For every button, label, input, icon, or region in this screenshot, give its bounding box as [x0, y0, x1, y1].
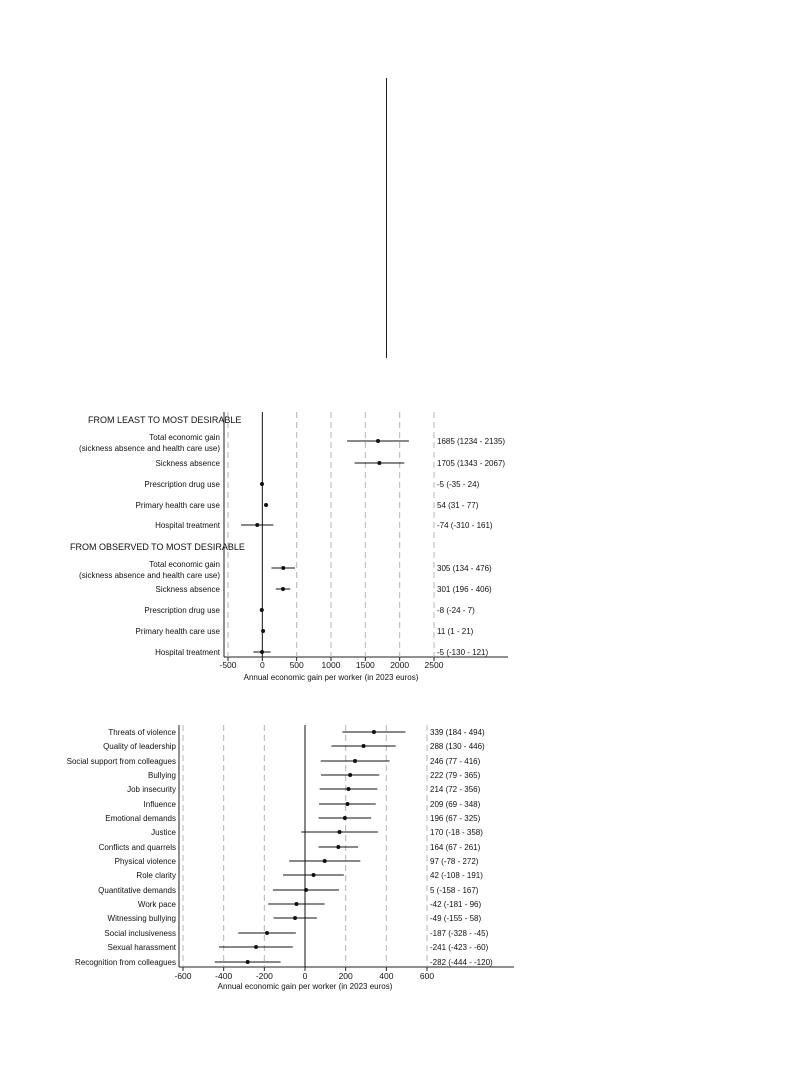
- row-label: Prescription drug use: [144, 480, 220, 489]
- row-label: Role clarity: [136, 871, 176, 880]
- estimate-text: 196 (67 - 325): [430, 814, 481, 823]
- row-label-sub: (sickness absence and health care use): [79, 571, 220, 580]
- point-estimate: [343, 816, 347, 820]
- section-header: FROM OBSERVED TO MOST DESIRABLE: [70, 542, 245, 552]
- estimate-text: 54 (31 - 77): [437, 501, 479, 510]
- x-tick-label: -600: [174, 971, 192, 981]
- estimate-text: 11 (1 - 21): [437, 627, 474, 636]
- x-axis-label: Annual economic gain per worker (in 2023 euros): [217, 982, 393, 991]
- point-estimate: [260, 482, 264, 486]
- point-estimate: [281, 566, 285, 570]
- estimate-text: -282 (-444 - -120): [430, 958, 493, 967]
- point-estimate: [348, 773, 352, 777]
- x-tick-label: 400: [379, 971, 394, 981]
- x-tick-label: 1000: [321, 660, 341, 670]
- point-estimate: [336, 845, 340, 849]
- point-estimate: [323, 859, 327, 863]
- point-estimate: [353, 759, 357, 763]
- estimate-text: 214 (72 - 356): [430, 785, 481, 794]
- estimate-text: 339 (184 - 494): [430, 728, 485, 737]
- row-label: Threats of violence: [108, 728, 176, 737]
- row-label: Witnessing bullying: [107, 914, 176, 923]
- row-label-sub: (sickness absence and health care use): [79, 444, 220, 453]
- x-tick-label: 1500: [355, 660, 375, 670]
- estimate-text: 5 (-158 - 167): [430, 886, 479, 895]
- estimate-text: -241 (-423 - -60): [430, 943, 489, 952]
- row-label: Quality of leadership: [103, 742, 176, 751]
- point-estimate: [293, 916, 297, 920]
- point-estimate: [281, 587, 285, 591]
- estimate-text: -187 (-328 - -45): [430, 929, 489, 938]
- row-label: Emotional demands: [105, 814, 176, 823]
- x-tick-label: 200: [338, 971, 353, 981]
- point-estimate: [255, 523, 259, 527]
- point-estimate: [376, 439, 380, 443]
- row-label: Social support from colleagues: [66, 757, 176, 766]
- point-estimate: [261, 629, 265, 633]
- point-estimate: [347, 787, 351, 791]
- row-label: Job insecurity: [127, 785, 176, 794]
- estimate-text: 97 (-78 - 272): [430, 857, 479, 866]
- row-label: Primary health care use: [135, 627, 220, 636]
- point-estimate: [372, 730, 376, 734]
- point-estimate: [246, 960, 250, 964]
- point-estimate: [264, 503, 268, 507]
- section-header: FROM LEAST TO MOST DESIRABLE: [88, 415, 242, 425]
- estimate-text: 209 (69 - 348): [430, 800, 481, 809]
- x-tick-label: 500: [289, 660, 304, 670]
- point-estimate: [345, 802, 349, 806]
- point-estimate: [265, 931, 269, 935]
- x-tick-label: 2500: [424, 660, 444, 670]
- estimate-text: -8 (-24 - 7): [437, 606, 475, 615]
- row-label: Hospital treatment: [155, 521, 220, 530]
- point-estimate: [260, 608, 264, 612]
- x-tick-label: -400: [215, 971, 233, 981]
- row-label: Sexual harassment: [107, 943, 176, 952]
- estimate-text: 288 (130 - 446): [430, 742, 485, 751]
- estimate-text: 1685 (1234 - 2135): [437, 437, 506, 446]
- estimate-text: -5 (-130 - 121): [437, 648, 489, 657]
- estimate-text: 42 (-108 - 191): [430, 871, 483, 880]
- row-label: Primary health care use: [135, 501, 220, 510]
- estimate-text: 170 (-18 - 358): [430, 828, 483, 837]
- row-label: Recognition from colleagues: [75, 958, 176, 967]
- estimate-text: 222 (79 - 365): [430, 771, 481, 780]
- row-label: Hospital treatment: [155, 648, 220, 657]
- point-estimate: [260, 650, 264, 654]
- estimate-text: -42 (-181 - 96): [430, 900, 482, 909]
- estimate-text: -74 (-310 - 161): [437, 521, 493, 530]
- row-label: Conflicts and quarrels: [98, 843, 176, 852]
- estimate-text: 305 (134 - 476): [437, 564, 492, 573]
- row-label: Total economic gain: [149, 560, 220, 569]
- row-label: Physical violence: [114, 857, 176, 866]
- row-label: Sickness absence: [155, 585, 220, 594]
- x-tick-label: -200: [255, 971, 273, 981]
- row-label: Work pace: [137, 900, 176, 909]
- point-estimate: [294, 902, 298, 906]
- point-estimate: [362, 744, 366, 748]
- row-label: Prescription drug use: [144, 606, 220, 615]
- point-estimate: [254, 945, 258, 949]
- x-tick-label: 600: [419, 971, 435, 981]
- point-estimate: [304, 888, 308, 892]
- row-label: Quantitative demands: [98, 886, 176, 895]
- estimate-text: -49 (-155 - 58): [430, 914, 482, 923]
- point-estimate: [377, 461, 381, 465]
- row-label: Bullying: [147, 771, 176, 780]
- row-label: Sickness absence: [155, 459, 220, 468]
- estimate-text: 1705 (1343 - 2067): [437, 459, 506, 468]
- row-label: Social inclusiveness: [104, 929, 176, 938]
- estimate-text: 246 (77 - 416): [430, 757, 481, 766]
- estimate-text: 301 (196 - 406): [437, 585, 492, 594]
- x-axis-label: Annual economic gain per worker (in 2023 euros): [243, 673, 419, 682]
- row-label: Influence: [143, 800, 176, 809]
- x-tick-label: 2000: [390, 660, 410, 670]
- point-estimate: [338, 830, 342, 834]
- row-label: Total economic gain: [149, 433, 220, 442]
- estimate-text: 164 (67 - 261): [430, 843, 481, 852]
- x-tick-label: -500: [219, 660, 237, 670]
- estimate-text: -5 (-35 - 24): [437, 480, 480, 489]
- point-estimate: [312, 873, 316, 877]
- x-tick-label: 0: [259, 660, 265, 670]
- x-tick-label: 0: [302, 971, 308, 981]
- row-label: Justice: [151, 828, 176, 837]
